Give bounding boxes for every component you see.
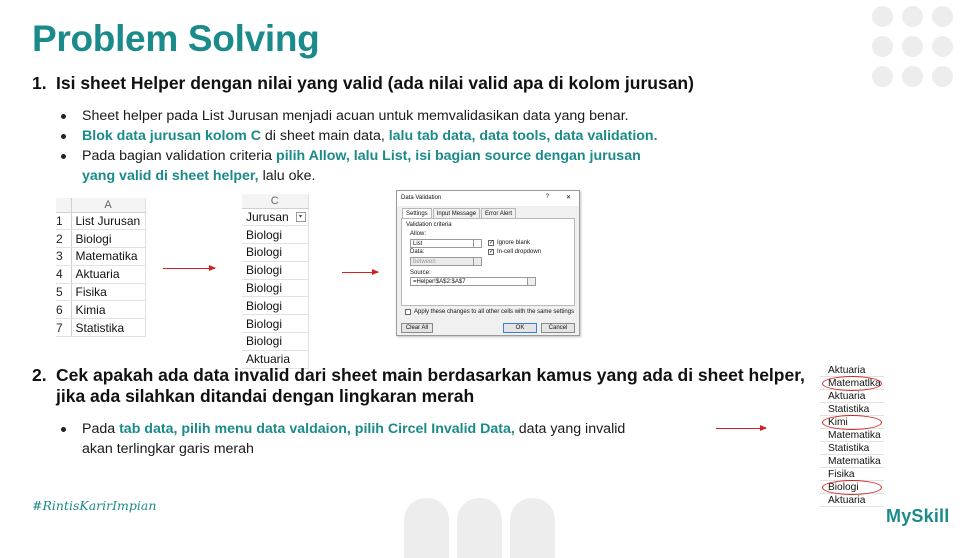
table-row: Biologi	[242, 261, 308, 279]
table-row: 1 List Jurusan	[56, 212, 145, 230]
list-item: Aktuaria	[820, 364, 884, 377]
list-item: Fisika	[820, 468, 884, 481]
invalid-circle-mark	[822, 480, 882, 495]
step-1-heading: 1. Isi sheet Helper dengan nilai yang valid (ada nilai valid apa di kolom jurusan)	[32, 73, 694, 93]
table-row: Biologi	[242, 297, 308, 315]
in-cell-dropdown-checkbox[interactable]: ✓	[489, 249, 495, 255]
table-row: 6 Kimia	[56, 301, 145, 319]
settings-panel	[401, 218, 575, 306]
table-row: Biologi	[242, 333, 308, 351]
list-item: Matematika	[820, 455, 884, 468]
section-label: Validation criteria	[406, 222, 452, 228]
apply-all-label: Apply these changes to all other cells with the same settings	[414, 309, 575, 315]
table-row: 3 Matematika	[56, 248, 145, 266]
list-item: Statistika	[820, 442, 884, 455]
ignore-blank-label: Ignore blank	[497, 240, 531, 246]
table-row: Biologi	[242, 279, 308, 297]
tab-error-alert[interactable]: Error Alert	[481, 208, 516, 219]
step-1-bullet-1: Sheet helper pada List Jurusan menjadi acuan untuk memvalidasikan data yang benar.	[58, 106, 738, 126]
cancel-button[interactable]: Cancel	[541, 323, 575, 333]
list-item: Aktuaria	[820, 390, 884, 403]
allow-label: Allow:	[410, 231, 427, 237]
helper-sheet-screenshot	[56, 198, 146, 337]
table-row: 5 Fisika	[56, 283, 145, 301]
step-1-bullet-2: Blok data jurusan kolom C di sheet main data, lalu tab data, data tools, data validation.	[58, 126, 738, 146]
page-title: Problem Solving	[32, 18, 320, 59]
list-item: Matematika	[820, 429, 884, 442]
tab-input-message[interactable]: Input Message	[433, 208, 480, 219]
step-2-bullets	[58, 419, 698, 459]
table-row: Biologi	[242, 226, 308, 244]
decorative-dots	[872, 6, 953, 87]
list-item: Statistika	[820, 403, 884, 416]
table-row: Biologi	[242, 315, 308, 333]
apply-all-checkbox[interactable]	[405, 309, 411, 315]
column-header: A	[71, 198, 145, 212]
chevron-down-icon	[473, 240, 481, 247]
step-2-bullet-1: Pada tab data, pilih menu data valdaion, pilih Circel Invalid Data, data yang invalid akan terlingkar garis merah	[58, 419, 698, 459]
arrow-2	[342, 272, 378, 273]
in-cell-dropdown-label: In-cell dropdown	[497, 249, 542, 255]
invalid-circle-mark	[822, 415, 882, 430]
ok-button[interactable]: OK	[503, 323, 537, 333]
list-item: Matematlka	[820, 377, 884, 390]
myskill-logo: MySkill	[886, 506, 950, 526]
source-input[interactable]: =Helper!$A$2:$A$7	[410, 277, 536, 286]
filter-dropdown-icon[interactable]: ▾	[296, 212, 306, 222]
table-row: Aktuaria	[242, 350, 308, 368]
table-row: Biologi	[242, 244, 308, 262]
ignore-blank-checkbox[interactable]: ✓	[489, 240, 495, 246]
main-sheet-screenshot	[242, 194, 309, 369]
data-select: between	[410, 257, 482, 266]
table-row: 2 Biologi	[56, 230, 145, 248]
column-header: C	[242, 194, 308, 208]
source-label: Source:	[410, 270, 431, 276]
hashtag: #RintisKarirImpian	[32, 498, 157, 513]
dialog-title: Data Validation	[401, 195, 442, 201]
dialog-titlebar	[397, 191, 579, 206]
list-item: Aktuaria	[820, 494, 884, 507]
allow-select[interactable]: List	[410, 239, 482, 248]
arrow-1	[163, 268, 215, 269]
range-picker-icon[interactable]	[527, 278, 535, 285]
data-validation-dialog	[396, 190, 580, 336]
invalid-circle-mark	[822, 376, 882, 391]
clear-all-button[interactable]: Clear All	[401, 323, 433, 333]
table-row: 4 Aktuaria	[56, 265, 145, 283]
step-2-heading: 2. Cek apakah ada data invalid dari sheet main berdasarkan kamus yang ada di sheet helper, jika ada silahkan ditandai dengan lingkaran merah	[32, 365, 805, 406]
list-item: Biologi	[820, 481, 884, 494]
column-title: Jurusan	[246, 209, 289, 224]
arrow-3	[716, 428, 766, 429]
decorative-shapes	[404, 498, 555, 558]
step-1-bullets	[58, 106, 738, 186]
data-label: Data:	[410, 249, 425, 255]
list-item: Kimi	[820, 416, 884, 429]
help-icon[interactable]: ?	[545, 194, 549, 200]
table-row: 7 Statistika	[56, 319, 145, 337]
step-1-bullet-3: Pada bagian validation criteria pilih Allow, lalu List, isi bagian source dengan jurusan yang valid di sheet helper, lalu oke.	[58, 146, 738, 186]
invalid-data-list	[820, 365, 884, 506]
close-icon[interactable]: ✕	[565, 195, 571, 201]
tab-settings[interactable]: Settings	[402, 208, 432, 219]
